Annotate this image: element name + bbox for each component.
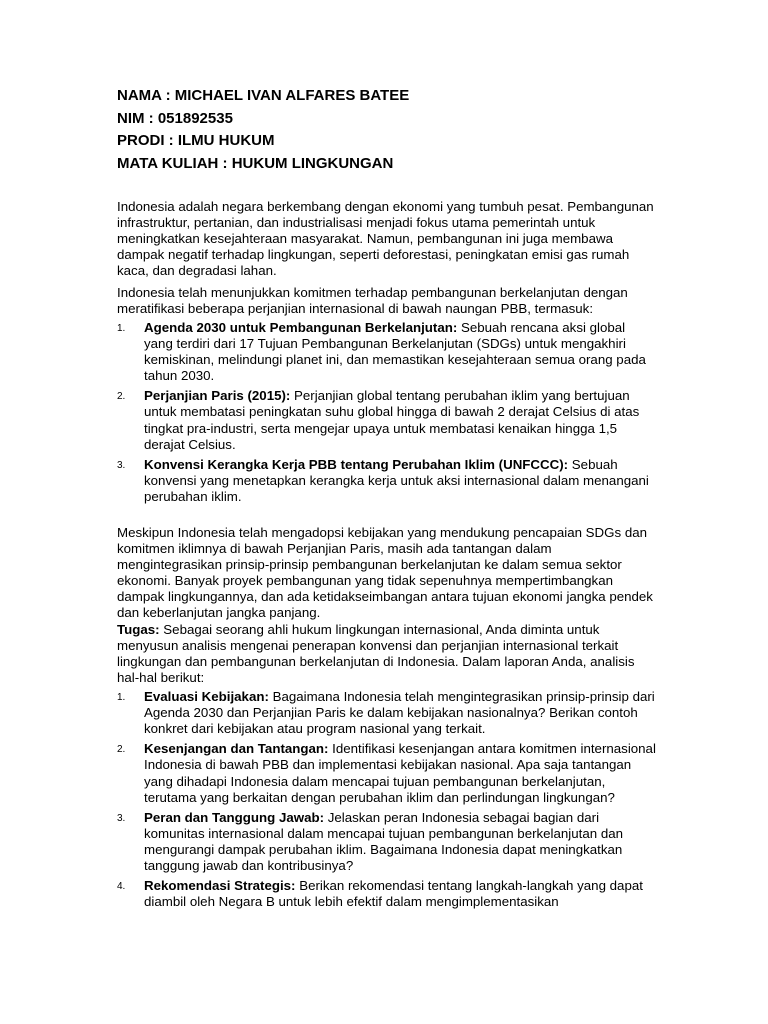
student-header xyxy=(117,85,657,175)
list-item-title: Peran dan Tanggung Jawab: xyxy=(144,809,325,825)
list-number: 1. xyxy=(117,692,126,704)
task-label: Tugas: xyxy=(117,622,160,638)
list-number: 3. xyxy=(117,459,126,471)
task-list xyxy=(117,689,657,910)
list-number: 2. xyxy=(117,391,126,403)
agreements-list xyxy=(117,320,657,505)
list-item xyxy=(117,388,657,452)
list-item-text: Berikan rekomendasi tentang langkah-langkah yang dapat diambil oleh Negara B untuk lebih efektif dalam mengimplementasikan xyxy=(144,878,643,910)
list-item xyxy=(117,457,657,505)
list-item-text: Identifikasi kesenjangan antara komitmen internasional Indonesia di bawah PBB dan implementasi kebijakan nasional. Apa saja tantangan yang dihadapi Indonesia dalam mencapai tujuan pembangunan berkelanjutan, terutama yang berkaitan dengan perubahan iklim dan perlindungan lingkungan? xyxy=(144,741,656,805)
list-item xyxy=(117,810,657,874)
list-item-title: Perjanjian Paris (2015): xyxy=(144,388,291,404)
list-item-text: Jelaskan peran Indonesia sebagai bagian dari komunitas internasional dalam mencapai tujuan pembangunan berkelanjutan dan mengurangi dampak perubahan iklim. Bagaimana Indonesia dapat meningkatkan tanggung jawab dan kontribusinya? xyxy=(144,809,624,873)
list-item xyxy=(117,689,657,737)
list-item-text: Bagaimana Indonesia telah mengintegrasikan prinsip-prinsip dari Agenda 2030 dan Perjanjian Paris ke dalam kebijakan nasionalnya? Berikan contoh konkret dari kebijakan atau program nasional yang terkait. xyxy=(144,689,655,737)
list-item xyxy=(117,741,657,805)
list-number: 3. xyxy=(117,812,126,824)
task-paragraph xyxy=(117,622,657,686)
list-number: 4. xyxy=(117,881,126,893)
study-program: PRODI : ILMU HUKUM xyxy=(117,132,275,149)
task-text: Sebagai seorang ahli hukum lingkungan internasional, Anda diminta untuk menyusun analisis mengenai penerapan konvensi dan perjanjian internasional terkait lingkungan dan pembangunan berkelanjutan di Indonesia. Dalam laporan Anda, analisis hal-hal berikut: xyxy=(117,622,635,686)
intro-paragraph-1: Indonesia adalah negara berkembang dengan ekonomi yang tumbuh pesat. Pembangunan infrastruktur, pertanian, dan industrialisasi menjadi fokus utama pemerintah untuk meningkatkan kesejahteraan masyarakat. Namun, pembangunan ini juga membawa dampak negatif terhadap lingkungan, seperti deforestasi, peningkatan emisi gas rumah kaca, dan degradasi lahan. xyxy=(117,199,654,278)
student-nim: NIM : 051892535 xyxy=(117,109,233,127)
course-name: MATA KULIAH : HUKUM LINGKUNGAN xyxy=(117,154,394,172)
list-number: 1. xyxy=(117,323,126,334)
challenge-paragraph: Meskipun Indonesia telah mengadopsi kebijakan yang mendukung pencapaian SDGs dan komitmen iklimnya di bawah Perjanjian Paris, masih ada tantangan dalam mengintegrasikan prinsip-prinsip pembangunan berkelanjutan ke dalam semua sektor ekonomi. Banyak proyek pembangunan yang tidak sepenuhnya mempertimbangkan dampak lingkungannya, dan ada ketidakseimbangan antara tujuan ekonomi jangka pendek dan keberlanjutan jangka panjang. xyxy=(117,525,653,621)
list-item-title: Agenda 2030 untuk Pembangunan Berkelanjutan: xyxy=(144,320,458,335)
list-item-text: Sebuah konvensi yang menetapkan kerangka kerja untuk aksi internasional dalam menangani perubahan iklim. xyxy=(144,456,649,504)
list-item-text: Sebuah rencana aksi global yang terdiri dari 17 Tujuan Pembangunan Berkelanjutan (SDGs) untuk mengakhiri kemiskinan, melindungi planet ini, dan memastikan kesejahteraan semua orang pada tahun 2030. xyxy=(144,320,646,384)
list-item xyxy=(117,878,657,910)
list-number: 2. xyxy=(117,744,126,756)
list-item-text: Perjanjian global tentang perubahan iklim yang bertujuan untuk membatasi peningkatan suhu global hingga di bawah 2 derajat Celsius di atas tingkat pra-industri, serta mengejar upaya untuk membatasi kenaikan hingga 1,5 derajat Celsius. xyxy=(144,388,640,452)
list-item-title: Kesenjangan dan Tantangan: xyxy=(144,741,329,757)
list-item-title: Rekomendasi Strategis: xyxy=(144,878,296,894)
list-item xyxy=(117,320,657,384)
intro-paragraph-2: Indonesia telah menunjukkan komitmen terhadap pembangunan berkelanjutan dengan meratifikasi beberapa perjanjian internasional di bawah naungan PBB, termasuk: xyxy=(117,285,628,316)
list-item-title: Konvensi Kerangka Kerja PBB tentang Perubahan Iklim (UNFCCC): xyxy=(144,456,569,472)
document-content xyxy=(117,85,657,914)
list-item-title: Evaluasi Kebijakan: xyxy=(144,689,269,705)
student-name: NAMA : MICHAEL IVAN ALFARES BATEE xyxy=(117,87,410,104)
